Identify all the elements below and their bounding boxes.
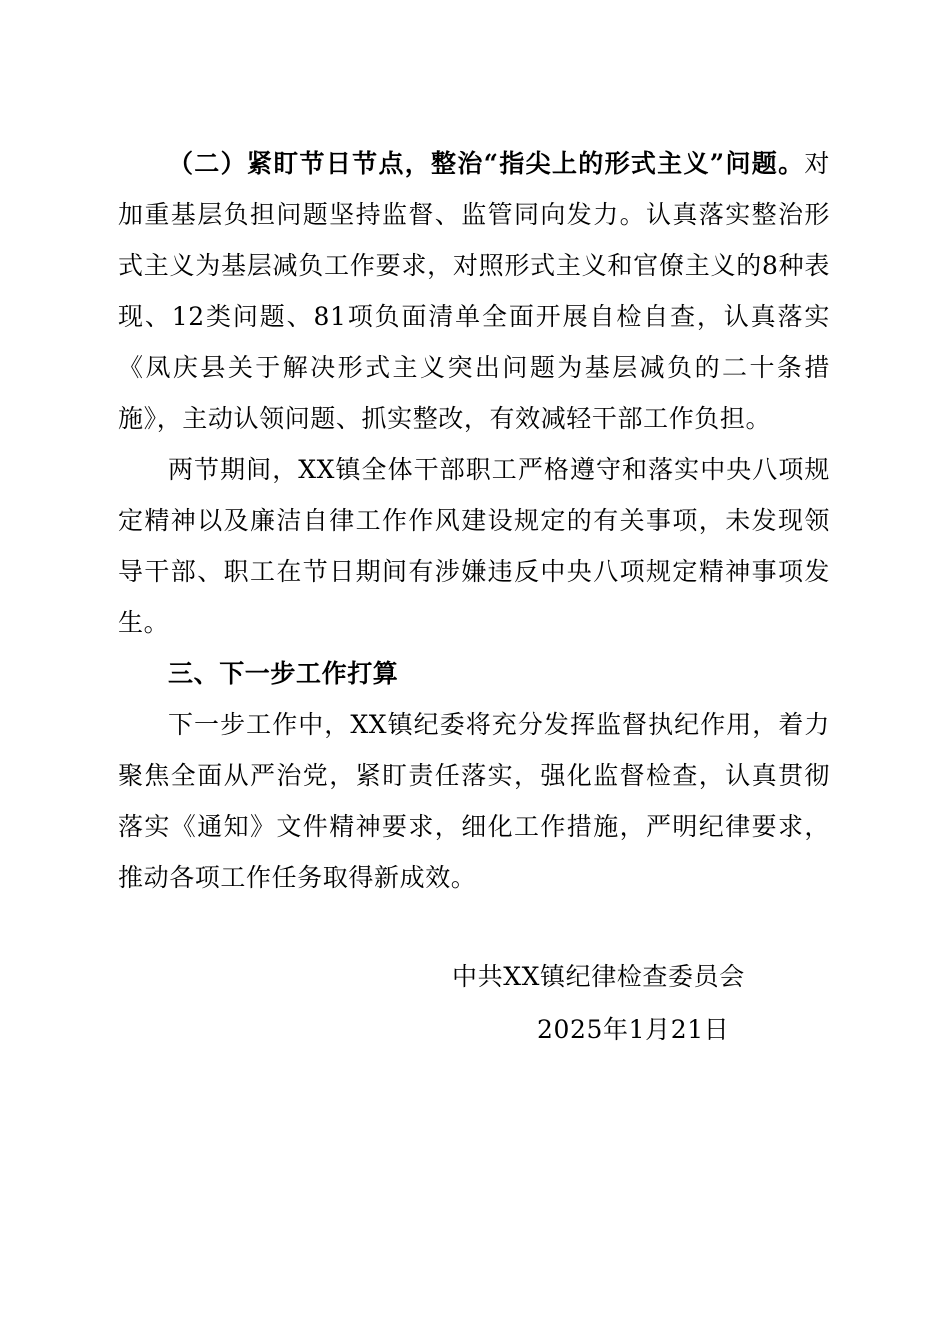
paragraph-2: 两节期间，XX镇全体干部职工严格遵守和落实中央八项规定精神以及廉洁自律工作作风建设规定的有关事项，未发现领导干部、职工在节日期间有涉嫌违反中央八项规定精神事项发生。 xyxy=(118,455,830,637)
section-3-heading: 三、下一步工作打算 xyxy=(168,659,399,688)
signature-organization: 中共XX镇纪律检查委员会 xyxy=(452,962,745,991)
paragraph-1-heading: （二）紧盯节日节点，整治“指尖上的形式主义”问题。 xyxy=(168,149,805,178)
signature-date: 2025年1月21日 xyxy=(537,1015,730,1044)
paragraph-1-body: 对加重基层负担问题坚持监督、监管同向发力。认真落实整治形式主义为基层减负工作要求，对照形式主义和官僚主义的8种表现、12类问题、81项负面清单全面开展自检自查，认真落实《凤庆县关于解决形式主义突出问题为基层减负的二十条措施》，主动认领问题、抓实整改，有效减轻干部工作负担。 xyxy=(118,149,830,433)
paragraph-3: 下一步工作中，XX镇纪委将充分发挥监督执纪作用，着力聚焦全面从严治党，紧盯责任落实，强化监督检查，认真贯彻落实《通知》文件精神要求，细化工作措施，严明纪律要求，推动各项工作任务取得新成效。 xyxy=(118,710,830,892)
document-body xyxy=(118,138,830,903)
paragraph-1 xyxy=(118,138,830,444)
